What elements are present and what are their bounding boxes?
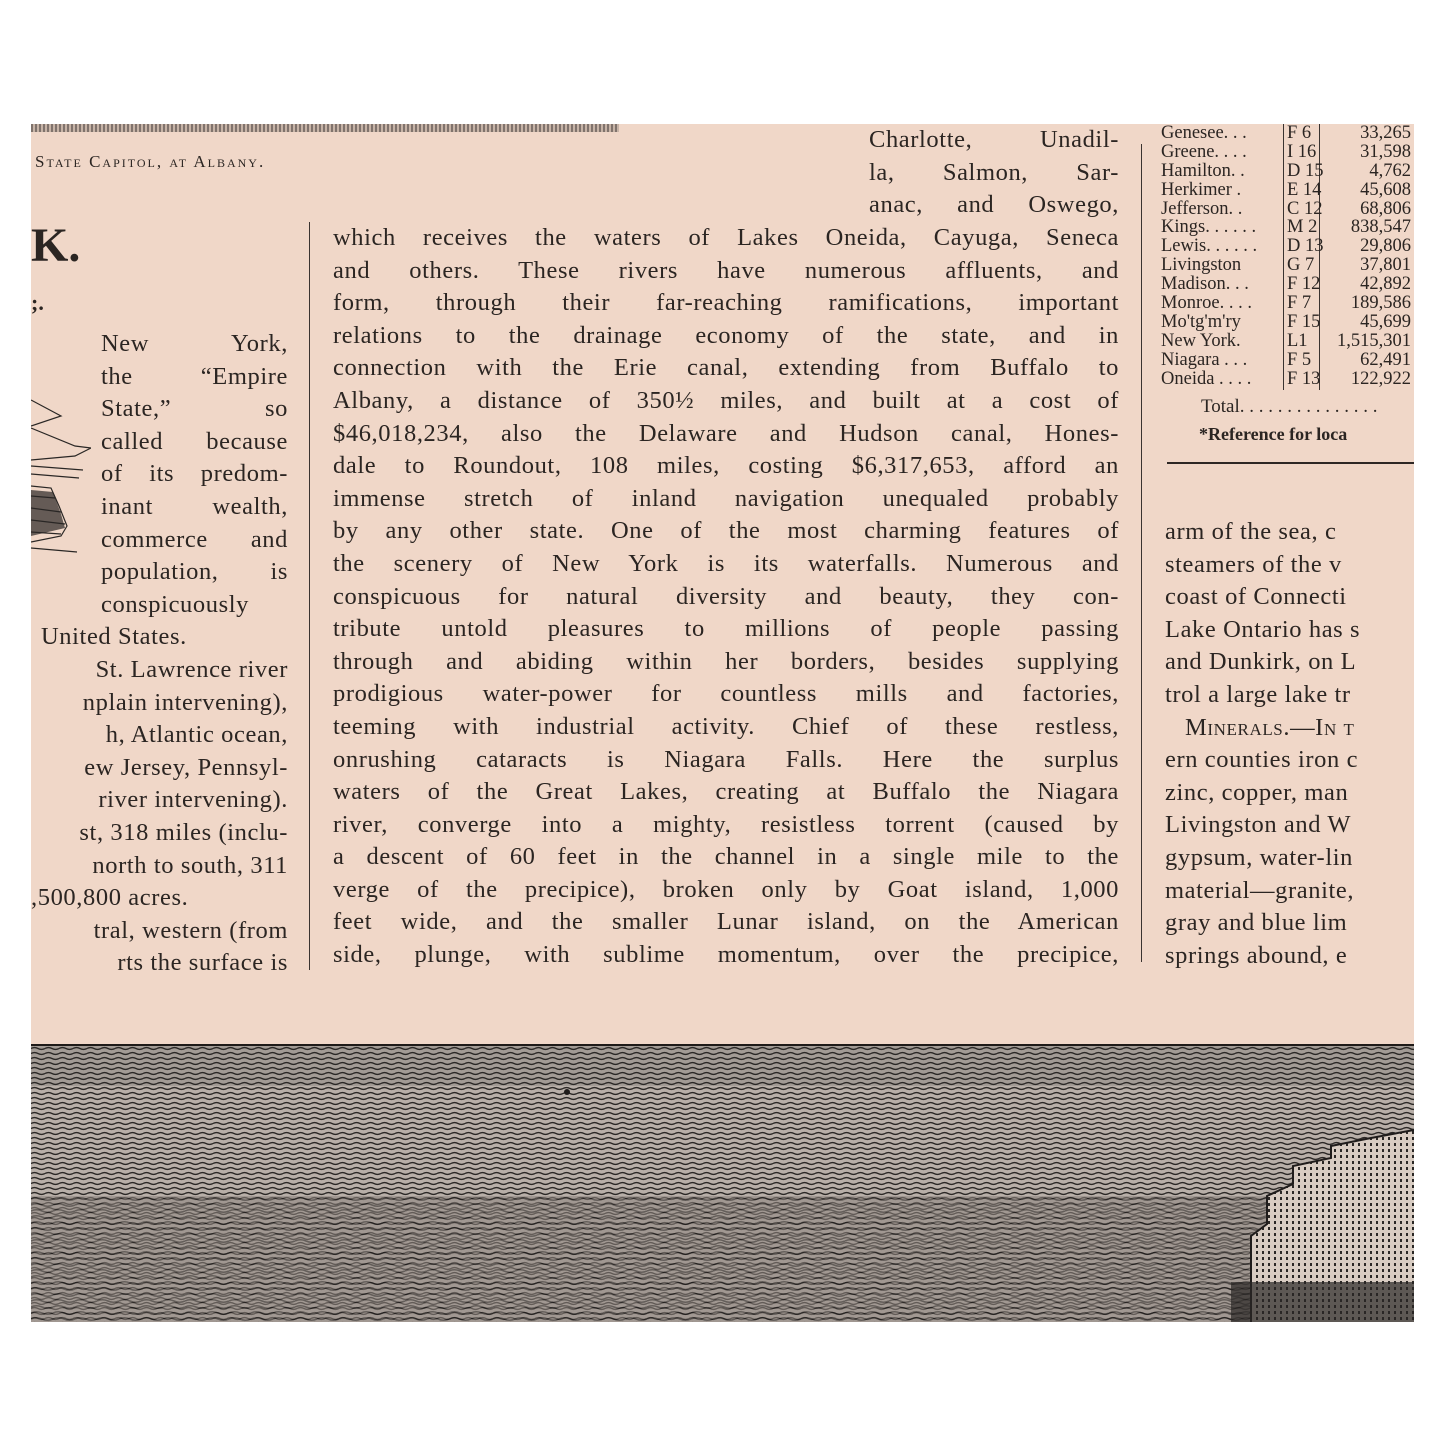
right-line: material—granite, <box>1165 876 1355 904</box>
newspaper-page <box>31 124 1414 1322</box>
middle-line: a descent of 60 feet in the channel in a single mile to the <box>333 843 1119 871</box>
middle-line: dale to Roundout, 108 miles, costing $6,317,653, afford an <box>333 452 1119 480</box>
map-reference: F 12 <box>1287 274 1321 295</box>
population: 42,892 <box>1360 274 1411 295</box>
map-reference: F 15 <box>1287 311 1321 332</box>
middle-top-line: anac, and Oswego, <box>869 191 1119 219</box>
right-line: Lake Ontario has s <box>1165 615 1361 643</box>
middle-line: tribute untold pleasures to millions of people passing <box>333 615 1119 643</box>
left-column-text <box>31 328 288 980</box>
left-line: tral, western (from <box>93 916 288 944</box>
population: 4,762 <box>1369 160 1411 181</box>
map-reference: F 7 <box>1287 293 1312 314</box>
map-reference: D 15 <box>1287 160 1324 181</box>
middle-column-text <box>333 222 1119 972</box>
left-line: of its predom- <box>101 460 288 488</box>
middle-line: through and abiding within her borders, besides supplying <box>333 647 1119 675</box>
right-line: Livingston and W <box>1165 811 1352 839</box>
left-line: st, 318 miles (inclu- <box>79 818 288 846</box>
population: 189,586 <box>1350 293 1411 314</box>
illustration-caption: State Capitol, at Albany. <box>35 152 266 171</box>
county-name: Kings. . . . . . <box>1161 217 1257 238</box>
right-line: ern counties iron c <box>1165 746 1359 774</box>
right-line: trol a large lake tr <box>1165 680 1351 708</box>
left-line: river intervening). <box>98 786 288 814</box>
middle-top-line: Charlotte, Unadil- <box>869 126 1119 153</box>
population: 838,547 <box>1350 217 1411 238</box>
table-row <box>1159 162 1414 181</box>
left-line: called because <box>101 427 288 455</box>
county-name: Oneida . . . . <box>1161 368 1252 389</box>
left-line: h, Atlantic ocean, <box>105 721 288 749</box>
map-reference: G 7 <box>1287 255 1315 276</box>
middle-line: prodigious water-power for countless mills and factories, <box>333 680 1119 708</box>
population: 37,801 <box>1360 255 1411 276</box>
middle-line: the scenery of New York is its waterfalls. Numerous and <box>333 549 1119 577</box>
right-line: arm of the sea, c <box>1165 518 1337 545</box>
map-reference: M 2 <box>1287 217 1318 238</box>
county-name: Mo'tg'm'ry <box>1161 311 1241 332</box>
table-row <box>1159 332 1414 351</box>
middle-line: river, converge into a mighty, resistless torrent (caused by <box>333 810 1119 838</box>
population: 31,598 <box>1360 141 1411 162</box>
right-column-text <box>1165 516 1414 972</box>
population: 1,515,301 <box>1337 330 1411 351</box>
left-line: conspicuously <box>101 590 249 618</box>
left-line: inant wealth, <box>101 492 288 520</box>
population: 33,265 <box>1360 124 1411 143</box>
map-reference: E 14 <box>1287 179 1322 200</box>
county-name: Greene. . . . <box>1161 141 1247 162</box>
table-row <box>1159 237 1414 256</box>
table-footnote: *Reference for loca <box>1199 424 1348 444</box>
county-name: Livingston <box>1161 255 1242 276</box>
middle-line: form, through their far-reaching ramifications, important <box>333 289 1119 317</box>
county-name: Madison. . . <box>1161 274 1249 295</box>
county-name: Genesee. . . <box>1161 124 1247 143</box>
left-line: St. Lawrence river <box>95 655 288 683</box>
middle-top-line: la, Salmon, Sar- <box>869 158 1119 186</box>
table-total-label: Total. . . . . . . . . . . . . . . <box>1201 396 1378 417</box>
middle-line: conspicuous for natural diversity and beauty, they con- <box>333 582 1119 610</box>
right-line: gray and blue lim <box>1165 909 1348 937</box>
left-line: population, is <box>101 558 288 586</box>
subheading-fragment: ;. <box>31 290 44 315</box>
column-divider-left <box>309 222 310 970</box>
right-line: steamers of the v <box>1165 550 1342 578</box>
population: 45,699 <box>1360 311 1411 332</box>
table-row <box>1159 218 1414 237</box>
right-line: coast of Connecti <box>1165 583 1347 611</box>
map-reference: I 16 <box>1287 141 1317 162</box>
county-population-table <box>1159 124 1414 388</box>
middle-column-top-text <box>869 124 1119 222</box>
population: 45,608 <box>1360 179 1411 200</box>
population: 29,806 <box>1360 236 1411 257</box>
left-line: ,500,800 acres. <box>31 884 189 912</box>
table-row <box>1159 313 1414 332</box>
population: 62,491 <box>1360 349 1411 370</box>
map-reference: F 13 <box>1287 368 1321 389</box>
map-reference: D 13 <box>1287 236 1324 257</box>
county-name: Lewis. . . . . . <box>1161 236 1258 257</box>
table-row <box>1159 181 1414 200</box>
map-reference: C 12 <box>1287 198 1323 219</box>
middle-line: feet wide, and the smaller Lunar island, on the American <box>333 908 1119 936</box>
county-name: Niagara . . . <box>1161 349 1248 370</box>
table-row <box>1159 256 1414 275</box>
left-line: United States. <box>41 623 187 651</box>
middle-line: side, plunge, with sublime momentum, over the precipice, <box>333 941 1119 969</box>
right-line: zinc, copper, man <box>1165 778 1349 806</box>
column-divider-right <box>1141 144 1142 962</box>
county-name: New York. <box>1161 330 1241 351</box>
middle-line: onrushing cataracts is Niagara Falls. Here the surplus <box>333 745 1119 773</box>
left-line: ew Jersey, Pennsyl- <box>84 753 288 781</box>
harbor-engraving <box>31 1046 1414 1322</box>
top-engraving-strip <box>31 124 619 132</box>
map-reference: F 6 <box>1287 124 1312 143</box>
middle-line: $46,018,234, also the Delaware and Hudson canal, Hones- <box>333 419 1119 447</box>
middle-line: Albany, a distance of 350½ miles, and built at a cost of <box>333 386 1119 414</box>
left-line: north to south, 311 <box>92 851 288 879</box>
county-name: Hamilton. . <box>1161 160 1245 181</box>
table-row <box>1159 351 1414 370</box>
table-bottom-rule <box>1167 462 1414 464</box>
article-heading-fragment: K. <box>31 219 81 272</box>
county-name: Herkimer . <box>1161 179 1242 200</box>
minerals-heading-line: Minerals.—In t <box>1185 713 1355 741</box>
right-line: and Dunkirk, on L <box>1165 648 1357 676</box>
table-row <box>1159 370 1414 389</box>
left-line: nplain intervening), <box>82 688 288 716</box>
middle-line: and others. These rivers have numerous affluents, and <box>333 256 1119 284</box>
population: 68,806 <box>1360 198 1411 219</box>
left-line: rts the surface is <box>117 949 288 977</box>
middle-line: waters of the Great Lakes, creating at Buffalo the Niagara <box>333 778 1119 806</box>
middle-line: which receives the waters of Lakes Oneida, Cayuga, Seneca <box>333 224 1119 251</box>
middle-line: immense stretch of inland navigation unequaled probably <box>333 484 1119 512</box>
table-row <box>1159 275 1414 294</box>
left-line: State,” so <box>101 395 288 423</box>
middle-line: connection with the Erie canal, extending from Buffalo to <box>333 354 1119 382</box>
map-reference: L1 <box>1287 330 1308 351</box>
table-row <box>1159 143 1414 162</box>
middle-line: verge of the precipice), broken only by Goat island, 1,000 <box>333 875 1119 903</box>
middle-line: by any other state. One of the most charming features of <box>333 517 1119 545</box>
left-line: New York, <box>101 330 288 357</box>
table-row <box>1159 294 1414 313</box>
map-reference: F 5 <box>1287 349 1312 370</box>
population: 122,922 <box>1350 368 1411 389</box>
table-row <box>1159 200 1414 219</box>
left-line: commerce and <box>101 525 288 553</box>
county-name: Monroe. . . . <box>1161 293 1252 314</box>
middle-line: teeming with industrial activity. Chief of these restless, <box>333 712 1119 740</box>
middle-line: relations to the drainage economy of the state, and in <box>333 321 1119 349</box>
left-line: the “Empire <box>101 362 288 390</box>
county-name: Jefferson. . <box>1161 198 1243 219</box>
table-row <box>1159 124 1414 143</box>
right-line: springs abound, e <box>1165 941 1348 969</box>
right-line: gypsum, water-lin <box>1165 843 1353 871</box>
